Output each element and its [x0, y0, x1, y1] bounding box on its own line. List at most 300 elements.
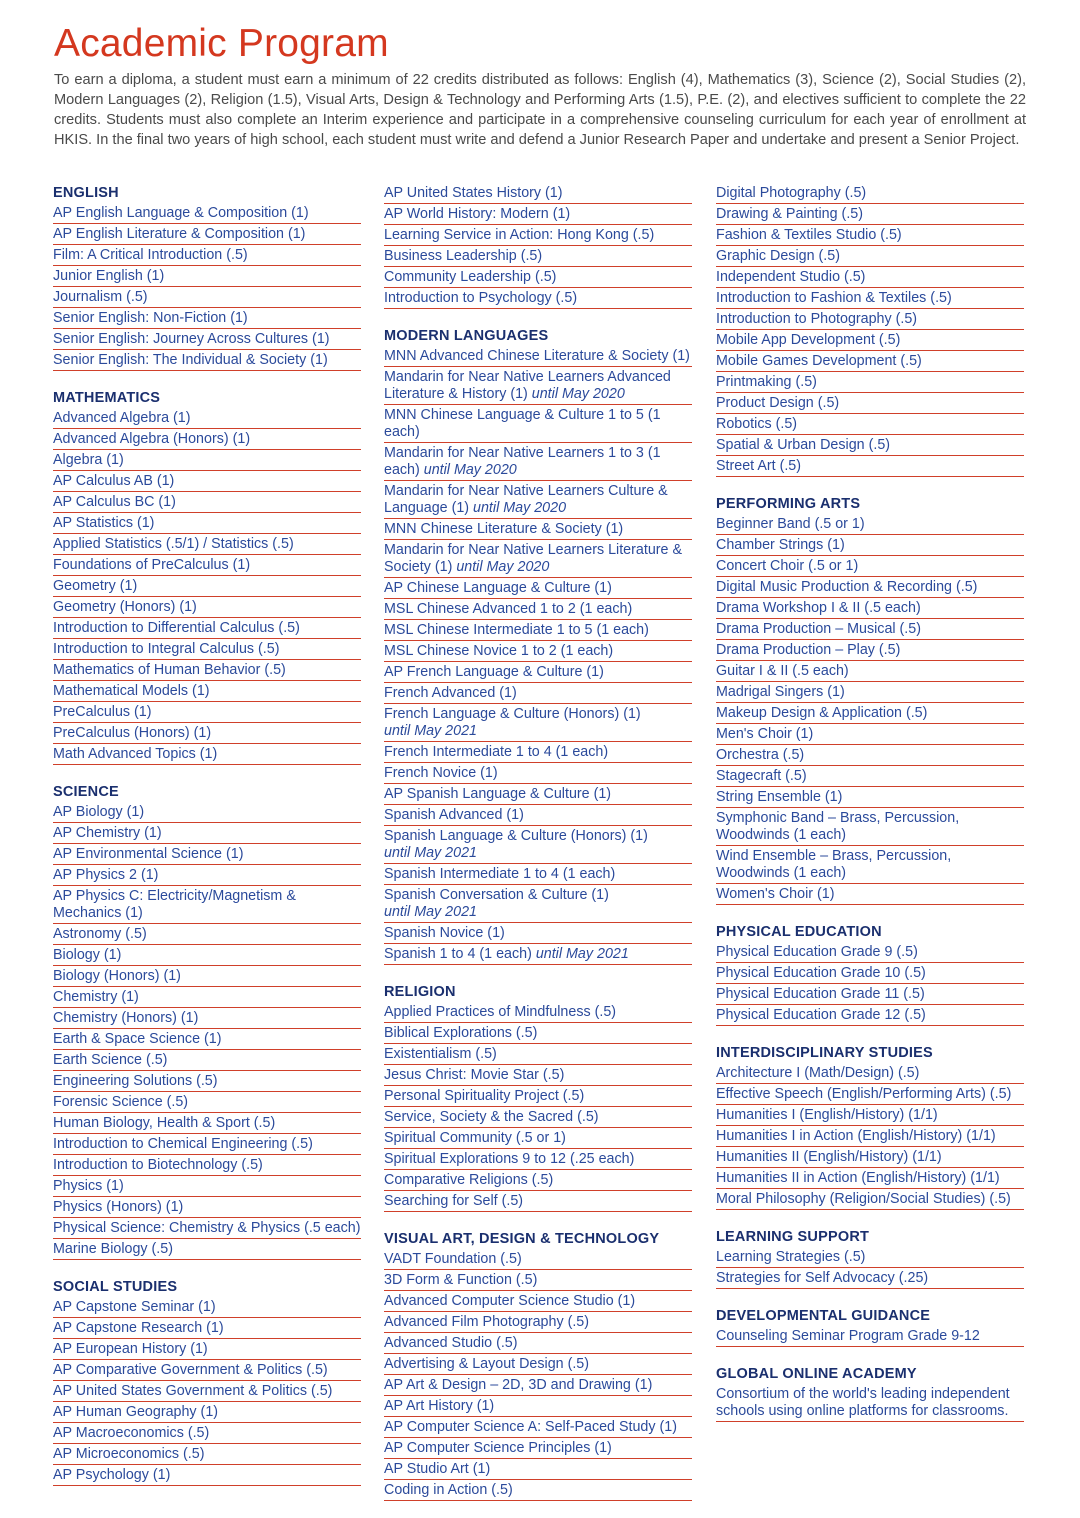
course-label: Introduction to Chemical Engineering (.5) — [53, 1136, 313, 1152]
course-label: Physical Education Grade 10 (.5) — [716, 965, 926, 981]
course-item — [53, 1176, 361, 1197]
section-english — [53, 183, 361, 371]
course-item — [384, 704, 692, 742]
course-label: AP European History (1) — [53, 1341, 208, 1357]
course-item — [716, 703, 1024, 724]
course-label: MNN Chinese Literature & Society (1) — [384, 521, 624, 537]
course-label: 3D Form & Function (.5) — [384, 1272, 538, 1288]
course-availability-note: until May 2021 — [384, 845, 477, 861]
course-item — [53, 329, 361, 350]
course-label: Spatial & Urban Design (.5) — [716, 437, 891, 453]
course-item — [384, 599, 692, 620]
course-item — [384, 481, 692, 519]
course-item — [716, 1063, 1024, 1084]
course-item — [384, 443, 692, 481]
course-item — [53, 576, 361, 597]
course-label: Product Design (.5) — [716, 395, 840, 411]
section-heading: GLOBAL ONLINE ACADEMY — [716, 1366, 917, 1382]
course-label: Graphic Design (.5) — [716, 248, 840, 264]
course-label: Physical Education Grade 9 (.5) — [716, 944, 918, 960]
course-item — [53, 1339, 361, 1360]
course-item — [384, 683, 692, 704]
course-item — [384, 1249, 692, 1270]
course-label: AP Comparative Government & Politics (.5) — [53, 1362, 328, 1378]
course-label: Film: A Critical Introduction (.5) — [53, 247, 248, 263]
course-item — [716, 884, 1024, 905]
course-item — [716, 619, 1024, 640]
course-label: Drama Workshop I & II (.5 each) — [716, 600, 921, 616]
course-item — [716, 661, 1024, 682]
course-item — [384, 519, 692, 540]
course-item — [716, 1105, 1024, 1126]
course-item — [716, 1168, 1024, 1189]
course-label: AP United States History (1) — [384, 185, 563, 201]
course-item — [53, 350, 361, 371]
course-item — [53, 1050, 361, 1071]
course-label: Guitar I & II (.5 each) — [716, 663, 849, 679]
course-label: AP English Language & Composition (1) — [53, 205, 309, 221]
course-label: Geometry (Honors) (1) — [53, 599, 197, 615]
intro-paragraph: To earn a diploma, a student must earn a minimum of 22 credits distributed as follows: English (4), Mathematics (3), Science (2), Social Studies (2), Modern Languages (2), Religion (1.5), Visual Arts, Design & Technology and Performing Arts (1.5), P.E. (2), and electives sufficient to complete the 22 credits. Students must also complete an Interim experience and participate in a comprehensive counseling curriculum for each year of enrollment at HKIS. In the final two years of high school, each student must write and defend a Junior Research Paper and undertake and present a Senior Project. — [54, 72, 1026, 148]
course-item — [716, 808, 1024, 846]
section-religion — [384, 982, 692, 1212]
course-label: AP United States Government & Politics (.5) — [53, 1383, 333, 1399]
course-item — [384, 1149, 692, 1170]
course-label: Junior English (1) — [53, 268, 165, 284]
course-item — [384, 885, 692, 923]
course-label: Spanish Language & Culture (Honors) (1) — [384, 828, 648, 844]
course-label: MNN Advanced Chinese Literature & Society (1) — [384, 348, 690, 364]
course-label: Mandarin for Near Native Learners Advanced Literature & History (1) — [384, 369, 671, 402]
course-label: AP Calculus AB (1) — [53, 473, 175, 489]
course-label: Spanish 1 to 4 (1 each) — [384, 946, 536, 962]
course-item — [53, 1423, 361, 1444]
course-label: Men's Choir (1) — [716, 726, 814, 742]
course-label: Consortium of the world's leading independent schools using online platforms for classrooms. — [716, 1386, 1010, 1419]
course-item — [53, 224, 361, 245]
course-label: AP Capstone Research (1) — [53, 1320, 224, 1336]
course-availability-note: until May 2021 — [535, 946, 629, 962]
course-item — [53, 450, 361, 471]
course-item — [53, 1218, 361, 1239]
course-label: Introduction to Fashion & Textiles (.5) — [716, 290, 952, 306]
course-item — [384, 578, 692, 599]
course-item — [716, 267, 1024, 288]
course-label: Physical Education Grade 12 (.5) — [716, 1007, 926, 1023]
section-physical-education — [716, 922, 1024, 1026]
course-label: Advanced Computer Science Studio (1) — [384, 1293, 636, 1309]
course-item — [384, 944, 692, 965]
course-item — [384, 405, 692, 443]
course-label: Orchestra (.5) — [716, 747, 805, 763]
course-label: Stagecraft (.5) — [716, 768, 807, 784]
course-item — [384, 662, 692, 683]
course-item — [716, 514, 1024, 535]
course-label: Mandarin for Near Native Learners 1 to 3 (1 each) — [384, 445, 661, 478]
course-item — [53, 865, 361, 886]
course-item — [716, 1326, 1024, 1347]
section-heading: SOCIAL STUDIES — [53, 1279, 178, 1295]
course-item — [716, 1147, 1024, 1168]
section-global-online — [716, 1364, 1024, 1422]
course-item — [384, 1396, 692, 1417]
course-item — [53, 308, 361, 329]
course-label: AP Computer Science A: Self-Paced Study (1) — [384, 1419, 677, 1435]
course-item — [53, 513, 361, 534]
course-label: AP Microeconomics (.5) — [53, 1446, 205, 1462]
course-item — [53, 534, 361, 555]
course-label: Community Leadership (.5) — [384, 269, 557, 285]
course-item — [384, 1023, 692, 1044]
course-label: French Language & Culture (Honors) (1) — [384, 706, 641, 722]
section-learning-support — [716, 1227, 1024, 1289]
section-science — [53, 782, 361, 1260]
course-label: AP Statistics (1) — [53, 515, 155, 531]
course-label: Learning Strategies (.5) — [716, 1249, 866, 1265]
course-label: Physics (Honors) (1) — [53, 1199, 184, 1215]
course-item — [53, 1008, 361, 1029]
course-label: MNN Chinese Language & Culture 1 to 5 (1 each) — [384, 407, 661, 440]
page-title: Academic Program — [54, 22, 389, 65]
course-label: Human Biology, Health & Sport (.5) — [53, 1115, 276, 1131]
course-item — [53, 681, 361, 702]
course-item — [716, 1126, 1024, 1147]
course-item — [53, 1113, 361, 1134]
course-item — [53, 702, 361, 723]
course-label: Math Advanced Topics (1) — [53, 746, 218, 762]
course-label: Fashion & Textiles Studio (.5) — [716, 227, 902, 243]
course-label: Advertising & Layout Design (.5) — [384, 1356, 590, 1372]
course-item — [716, 456, 1024, 477]
course-label: Geometry (1) — [53, 578, 138, 594]
course-item — [53, 823, 361, 844]
course-item — [384, 864, 692, 885]
column-1 — [53, 183, 361, 1503]
section-heading: RELIGION — [384, 984, 456, 1000]
course-label: Forensic Science (.5) — [53, 1094, 189, 1110]
course-item — [53, 1134, 361, 1155]
course-availability-note: until May 2020 — [473, 500, 567, 516]
course-label: Spiritual Explorations 9 to 12 (.25 each) — [384, 1151, 635, 1167]
course-item — [716, 288, 1024, 309]
course-label: Counseling Seminar Program Grade 9-12 — [716, 1328, 980, 1344]
section-social-studies — [53, 1277, 361, 1486]
course-label: Mandarin for Near Native Learners Culture & Language (1) — [384, 483, 668, 516]
course-label: Drawing & Painting (.5) — [716, 206, 864, 222]
course-label: AP World History: Modern (1) — [384, 206, 571, 222]
course-label: Mobile App Development (.5) — [716, 332, 901, 348]
section-mathematics — [53, 388, 361, 765]
course-label: Mandarin for Near Native Learners Literature & Society (1) — [384, 542, 682, 575]
course-label: Searching for Self (.5) — [384, 1193, 524, 1209]
section-heading: PHYSICAL EDUCATION — [716, 924, 882, 940]
course-label: Women's Choir (1) — [716, 886, 835, 902]
course-item — [53, 886, 361, 924]
course-label: Advanced Film Photography (.5) — [384, 1314, 590, 1330]
course-item — [716, 1005, 1024, 1026]
course-label: Senior English: The Individual & Society (1) — [53, 352, 328, 368]
course-item — [384, 784, 692, 805]
section-heading: MODERN LANGUAGES — [384, 328, 549, 344]
course-label: Senior English: Non-Fiction (1) — [53, 310, 248, 326]
course-label: AP Art History (1) — [384, 1398, 495, 1414]
course-label: Biblical Explorations (.5) — [384, 1025, 538, 1041]
course-label: Symphonic Band – Brass, Percussion, Woodwinds (1 each) — [716, 810, 960, 843]
course-label: Mathematical Models (1) — [53, 683, 210, 699]
course-item — [53, 639, 361, 660]
course-item — [53, 1402, 361, 1423]
course-label: Digital Photography (.5) — [716, 185, 867, 201]
section-developmental-guidance — [716, 1306, 1024, 1347]
course-label: AP Physics C: Electricity/Magnetism & Mechanics (1) — [53, 888, 296, 921]
course-label: Moral Philosophy (Religion/Social Studies) (.5) — [716, 1191, 1011, 1207]
course-label: Wind Ensemble – Brass, Percussion, Woodwinds (1 each) — [716, 848, 952, 881]
course-item — [53, 597, 361, 618]
section-social-studies-continued — [384, 183, 692, 309]
course-item — [53, 945, 361, 966]
course-label: AP Spanish Language & Culture (1) — [384, 786, 612, 802]
course-label: Spanish Intermediate 1 to 4 (1 each) — [384, 866, 616, 882]
course-label: AP Human Geography (1) — [53, 1404, 219, 1420]
course-label: Makeup Design & Application (.5) — [716, 705, 928, 721]
course-item — [53, 1465, 361, 1486]
course-item — [53, 966, 361, 987]
course-label: Advanced Algebra (Honors) (1) — [53, 431, 251, 447]
section-modern-languages — [384, 326, 692, 965]
course-item — [384, 1170, 692, 1191]
course-item — [53, 203, 361, 224]
course-label: PreCalculus (1) — [53, 704, 152, 720]
course-item — [384, 1107, 692, 1128]
course-item — [53, 744, 361, 765]
course-label: Drama Production – Musical (.5) — [716, 621, 921, 637]
course-label: Learning Service in Action: Hong Kong (.5) — [384, 227, 655, 243]
course-item — [384, 1459, 692, 1480]
column-2 — [384, 183, 692, 1518]
course-label: Chemistry (1) — [53, 989, 139, 1005]
course-item — [53, 802, 361, 823]
section-performing-arts — [716, 494, 1024, 905]
section-heading: VISUAL ART, DESIGN & TECHNOLOGY — [384, 1231, 660, 1247]
course-item — [716, 435, 1024, 456]
course-item — [716, 1189, 1024, 1210]
course-label: Madrigal Singers (1) — [716, 684, 845, 700]
course-label: AP Computer Science Principles (1) — [384, 1440, 612, 1456]
course-item — [716, 225, 1024, 246]
course-item — [716, 1084, 1024, 1105]
course-item — [384, 1480, 692, 1501]
course-item — [53, 266, 361, 287]
course-item — [384, 1086, 692, 1107]
course-item — [716, 393, 1024, 414]
course-label: AP Chemistry (1) — [53, 825, 162, 841]
course-label: Physics (1) — [53, 1178, 124, 1194]
course-item — [53, 1155, 361, 1176]
course-label: Introduction to Photography (.5) — [716, 311, 918, 327]
course-item — [716, 846, 1024, 884]
course-label: Architecture I (Math/Design) (.5) — [716, 1065, 920, 1081]
course-item — [53, 1318, 361, 1339]
course-label: Applied Practices of Mindfulness (.5) — [384, 1004, 617, 1020]
course-item — [384, 1191, 692, 1212]
course-item — [53, 1197, 361, 1218]
course-label: Astronomy (.5) — [53, 926, 147, 942]
course-label: Humanities I in Action (English/History) (1/1) — [716, 1128, 996, 1144]
course-label: AP Biology (1) — [53, 804, 145, 820]
course-label: Street Art (.5) — [716, 458, 802, 474]
course-label: Foundations of PreCalculus (1) — [53, 557, 251, 573]
course-label: AP Capstone Seminar (1) — [53, 1299, 216, 1315]
course-label: Service, Society & the Sacred (.5) — [384, 1109, 599, 1125]
course-item — [716, 372, 1024, 393]
course-label: Algebra (1) — [53, 452, 124, 468]
course-item — [716, 535, 1024, 556]
course-item — [384, 367, 692, 405]
course-label: Digital Music Production & Recording (.5) — [716, 579, 978, 595]
course-item — [716, 682, 1024, 703]
course-label: Personal Spirituality Project (.5) — [384, 1088, 585, 1104]
course-label: Mobile Games Development (.5) — [716, 353, 922, 369]
course-label: Coding in Action (.5) — [384, 1482, 513, 1498]
course-availability-note: until May 2021 — [384, 723, 477, 739]
course-label: Journalism (.5) — [53, 289, 148, 305]
course-label: Physical Science: Chemistry & Physics (.5 each) — [53, 1220, 361, 1236]
course-item — [716, 640, 1024, 661]
course-label: Mathematics of Human Behavior (.5) — [53, 662, 286, 678]
course-item — [384, 267, 692, 288]
course-item — [716, 204, 1024, 225]
course-item — [53, 1092, 361, 1113]
course-item — [716, 556, 1024, 577]
course-item — [716, 963, 1024, 984]
course-item — [53, 1239, 361, 1260]
section-heading: LEARNING SUPPORT — [716, 1229, 870, 1245]
course-item — [384, 641, 692, 662]
course-item — [384, 1065, 692, 1086]
course-label: Humanities II in Action (English/History) (1/1) — [716, 1170, 1000, 1186]
course-label: French Advanced (1) — [384, 685, 517, 701]
course-label: AP English Literature & Composition (1) — [53, 226, 306, 242]
course-item — [53, 471, 361, 492]
course-item — [384, 923, 692, 944]
course-item — [53, 723, 361, 744]
course-item — [384, 1438, 692, 1459]
section-visual-art-continued — [716, 183, 1024, 477]
course-availability-note: until May 2020 — [423, 462, 517, 478]
course-label: Introduction to Differential Calculus (.5) — [53, 620, 300, 636]
course-label: Marine Biology (.5) — [53, 1241, 173, 1257]
section-heading: INTERDISCIPLINARY STUDIES — [716, 1045, 933, 1061]
course-label: Printmaking (.5) — [716, 374, 817, 390]
course-item — [53, 1360, 361, 1381]
course-item — [53, 1297, 361, 1318]
course-label: Senior English: Journey Across Cultures (1) — [53, 331, 330, 347]
section-heading: ENGLISH — [53, 185, 119, 201]
course-item — [384, 1128, 692, 1149]
course-label: Spanish Novice (1) — [384, 925, 505, 941]
course-item — [384, 1354, 692, 1375]
column-3 — [716, 183, 1024, 1439]
course-item — [384, 204, 692, 225]
course-label: Physical Education Grade 11 (.5) — [716, 986, 925, 1002]
course-item — [384, 742, 692, 763]
course-item — [716, 414, 1024, 435]
course-label: AP Psychology (1) — [53, 1467, 171, 1483]
section-heading: PERFORMING ARTS — [716, 496, 861, 512]
section-interdisciplinary — [716, 1043, 1024, 1210]
section-heading: MATHEMATICS — [53, 390, 161, 406]
course-item — [53, 555, 361, 576]
course-item — [53, 1444, 361, 1465]
course-item — [53, 618, 361, 639]
course-label: AP Environmental Science (1) — [53, 846, 244, 862]
course-label: AP French Language & Culture (1) — [384, 664, 604, 680]
course-label: Spiritual Community (.5 or 1) — [384, 1130, 566, 1146]
course-label: Chemistry (Honors) (1) — [53, 1010, 199, 1026]
course-item — [384, 1375, 692, 1396]
course-item — [53, 924, 361, 945]
course-label: Earth Science (.5) — [53, 1052, 168, 1068]
course-item — [384, 826, 692, 864]
course-item — [716, 598, 1024, 619]
course-label: Chamber Strings (1) — [716, 537, 845, 553]
course-label: AP Studio Art (1) — [384, 1461, 491, 1477]
course-item — [53, 492, 361, 513]
course-item — [53, 1029, 361, 1050]
course-label: Advanced Studio (.5) — [384, 1335, 518, 1351]
course-label: Effective Speech (English/Performing Arts) (.5) — [716, 1086, 1012, 1102]
course-item — [716, 745, 1024, 766]
course-label: AP Chinese Language & Culture (1) — [384, 580, 612, 596]
course-item — [384, 246, 692, 267]
course-item — [384, 1291, 692, 1312]
course-item — [53, 987, 361, 1008]
course-item — [53, 287, 361, 308]
course-label: Biology (Honors) (1) — [53, 968, 181, 984]
course-item — [716, 1247, 1024, 1268]
course-item — [53, 660, 361, 681]
course-item — [53, 1071, 361, 1092]
course-label: Applied Statistics (.5/1) / Statistics (.5) — [53, 536, 294, 552]
course-label: Introduction to Biotechnology (.5) — [53, 1157, 263, 1173]
course-label: Jesus Christ: Movie Star (.5) — [384, 1067, 565, 1083]
course-item — [716, 766, 1024, 787]
course-label: Independent Studio (.5) — [716, 269, 866, 285]
course-label: AP Physics 2 (1) — [53, 867, 159, 883]
course-label: Introduction to Integral Calculus (.5) — [53, 641, 280, 657]
course-item — [716, 1384, 1024, 1422]
course-label: Robotics (.5) — [716, 416, 798, 432]
course-item — [384, 288, 692, 309]
course-item — [716, 246, 1024, 267]
course-item — [384, 1417, 692, 1438]
course-label: Strategies for Self Advocacy (.25) — [716, 1270, 929, 1286]
course-label: Introduction to Psychology (.5) — [384, 290, 578, 306]
course-item — [53, 1381, 361, 1402]
course-item — [716, 577, 1024, 598]
course-item — [384, 540, 692, 578]
course-label: Beginner Band (.5 or 1) — [716, 516, 865, 532]
course-item — [384, 805, 692, 826]
course-label: PreCalculus (Honors) (1) — [53, 725, 212, 741]
course-item — [53, 844, 361, 865]
course-label: AP Macroeconomics (.5) — [53, 1425, 210, 1441]
course-item — [384, 1270, 692, 1291]
course-label: Concert Choir (.5 or 1) — [716, 558, 859, 574]
course-label: Spanish Conversation & Culture (1) — [384, 887, 609, 903]
course-item — [384, 1312, 692, 1333]
course-label: Business Leadership (.5) — [384, 248, 543, 264]
